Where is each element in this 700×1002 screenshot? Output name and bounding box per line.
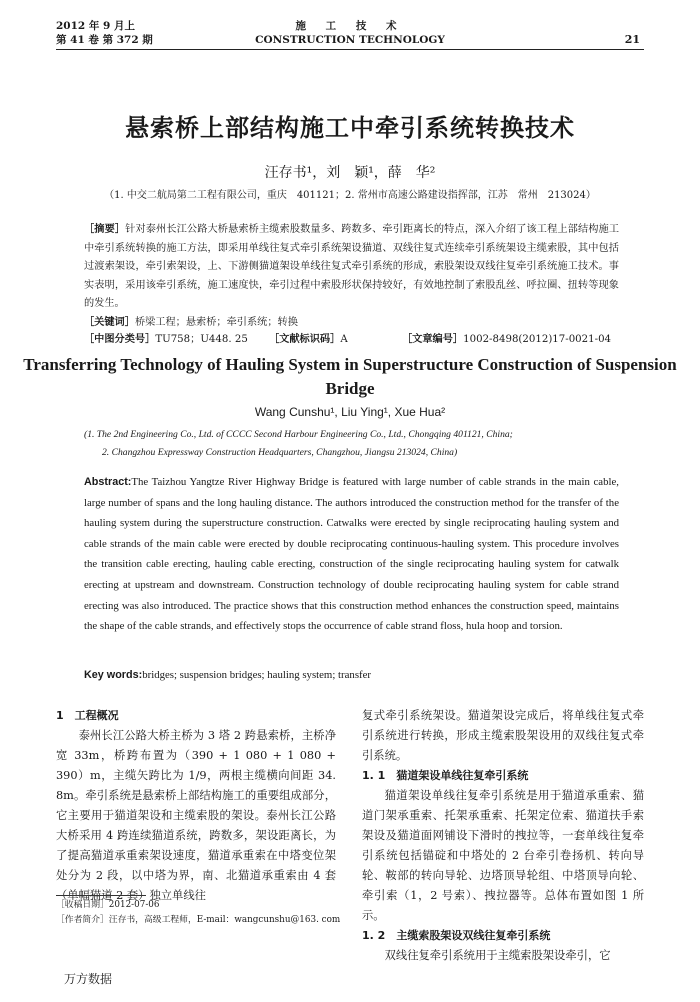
abstract-cn-label: ［摘要］ [84,223,126,235]
abstract-en [84,472,619,637]
keywords-cn-label: ［关键词］ [84,316,135,328]
keywords-en-text: bridges; suspension bridges; hauling system; transfer [142,669,372,681]
title-en: Transferring Technology of Hauling System in Superstructure Construction of Suspension Bridge [23,355,677,398]
abstract-en-text: The Taizhou Yangtze River Highway Bridge is featured with large number of cable strands in the main cable, large number of spans and the long hauling distance. The authors introduced the construction method for the transfer of the hauling system during the superstructure construction. Catwalks were erected by single reciprocating hauling system and cable strands of the main cable were erected by double reciprocating continuous-hauling system. This procedure involves the transition cable erecting, hauling cable erecting, construction of the single reciprocating hauling system for catwalk erecting at upstream and downstream. Construction technology of double reciprocating hauling system for cable strand erecting was also introduced. The practice shows that this construction method enhances the construction speed, maintains the shape of the cable strands, and effectively stops the occurrence of cable strand floss, hula hoop and torsion. [84,476,619,633]
body-left-column [56,706,336,906]
keywords-cn [84,313,298,328]
section-heading: 1. 2 主缆索股架设双线往复牵引系统 [362,929,551,942]
received-date: ［收稿日期］2012-07-06 [56,900,160,910]
journal-name-cn: 施 工 技 术 [295,20,405,32]
watermark: 万方数据 [64,972,113,986]
keywords-cn-text: 桥梁工程；悬索桥；牵引系统；转换 [134,317,298,328]
authors-en: Wang Cunshu¹, Liu Ying¹, Xue Hua² [254,405,446,419]
volume-issue: 第 41 卷 第 372 期 [56,34,153,46]
title-cn: 悬索桥上部结构施工中牵引系统转换技术 [125,113,575,142]
abstract-cn-text: 针对泰州长江公路大桥悬索桥主缆索股数量多、跨数多、牵引距离长的特点，深入介绍了该工程上部结构施工中牵引系统转换的施工方法，即采用单线往复式牵引系统架设猫道、双线往复式连续牵引系统架设主缆索股，其中包括过渡索架设，牵引索架设，上、下游侧猫道架设单线往复式牵引系统的形成，索股架设双线往复牵引系统施工技术。事实表明，采用该牵引系统，施工速度快，牵引过程中索股形状保持较好，有效地控制了索股乱丝、呼拉圈、扭转等现象的发生。 [84,224,620,310]
clc-label: ［中图分类号］ [84,333,156,345]
header-rule [56,49,644,50]
body-paragraph: 泰州长江公路大桥主桥为 3 塔 2 跨悬索桥，主桥净宽 33m，桥跨布置为（390 + 1 080 + 1 080 + 390）m，主缆矢跨比为 1/9，两根主缆横向间距 34. 8m。牵引系统是悬索桥上部结构施工的重要组成部分，它主要用于猫道架设和主缆索股的架设。泰州长江公路大桥采用 4 跨连续猫道系统，跨数多，架设距离长，为了提高猫道承重索架设速度，猫道承重索在中塔变位架处分为 2 段，以中塔为界，南、北猫道承重索由 4 套（单幅猫道 2 套）独立单线往 [56,729,336,902]
authors-cn: 汪存书¹，刘 颖¹，薛 华² [264,165,436,181]
clc-code: TU758；U448. 25 [155,334,248,345]
article-no: 1002-8498(2012)17-0021-04 [463,334,612,345]
body-paragraph: 复式牵引系统架设。猫道架设完成后，将单线往复式牵引系统进行转换，形成主缆索股架设用的双线往复式牵引系统。 [362,709,644,762]
section-heading: 1 工程概况 [56,709,119,722]
doc-code: A [340,334,348,345]
keywords-en-label: Key words: [84,669,143,681]
section-heading: 1. 1 猫道架设单线往复牵引系统 [362,769,529,782]
page-number: 21 [624,33,640,46]
affiliation-en-line2: 2. Changzhou Expressway Construction Headquarters, Changzhou, Jiangsu 213024, China) [102,447,458,458]
affiliation-en-line1: (1. The 2nd Engineering Co., Ltd. of CCCC Second Harbour Engineering Co., Ltd., Chongqing 401121, China; [84,429,513,440]
article-no-label: ［文章编号］ [402,333,464,345]
issue-date: 2012 年 9 月上 [56,20,135,32]
affiliation-cn: （1. 中交二航局第二工程有限公司，重庆 401121；2. 常州市高速公路建设指挥部，江苏 常州 213024） [104,190,596,201]
keywords-en [84,669,371,681]
body-paragraph: 猫道架设单线往复牵引系统是用于猫道承重索、猫道门架承重索、托架承重索、托架定位索、猫道扶手索架设及猫道面网铺设下滑时的拽拉等，一套单线往复牵引系统包括锚碇和中塔处的 2 台牵引卷扬机、转向导轮、鞍部的转向导轮、边塔顶导轮组、中塔顶导向轮、牵引索（1，2 号索）、拽拉器等。总体布置如图 1 所示。 [362,789,644,922]
journal-name-en: CONSTRUCTION TECHNOLOGY [255,34,445,46]
running-header-left [56,19,153,47]
footnote [56,898,346,928]
body-right-column [362,706,644,966]
footnote-rule [56,895,146,896]
abstract-en-label: Abstract: [84,476,132,488]
author-intro: ［作者简介］汪存书，高级工程师，E-mail：wangcunshu@163. com [56,915,341,925]
abstract-cn [84,220,619,314]
doc-code-label: ［文献标识码］ [269,333,341,345]
body-paragraph: 双线往复牵引系统用于主缆索股架设牵引，它 [384,949,611,962]
journal-name [250,19,450,47]
affiliation-en [84,426,629,462]
